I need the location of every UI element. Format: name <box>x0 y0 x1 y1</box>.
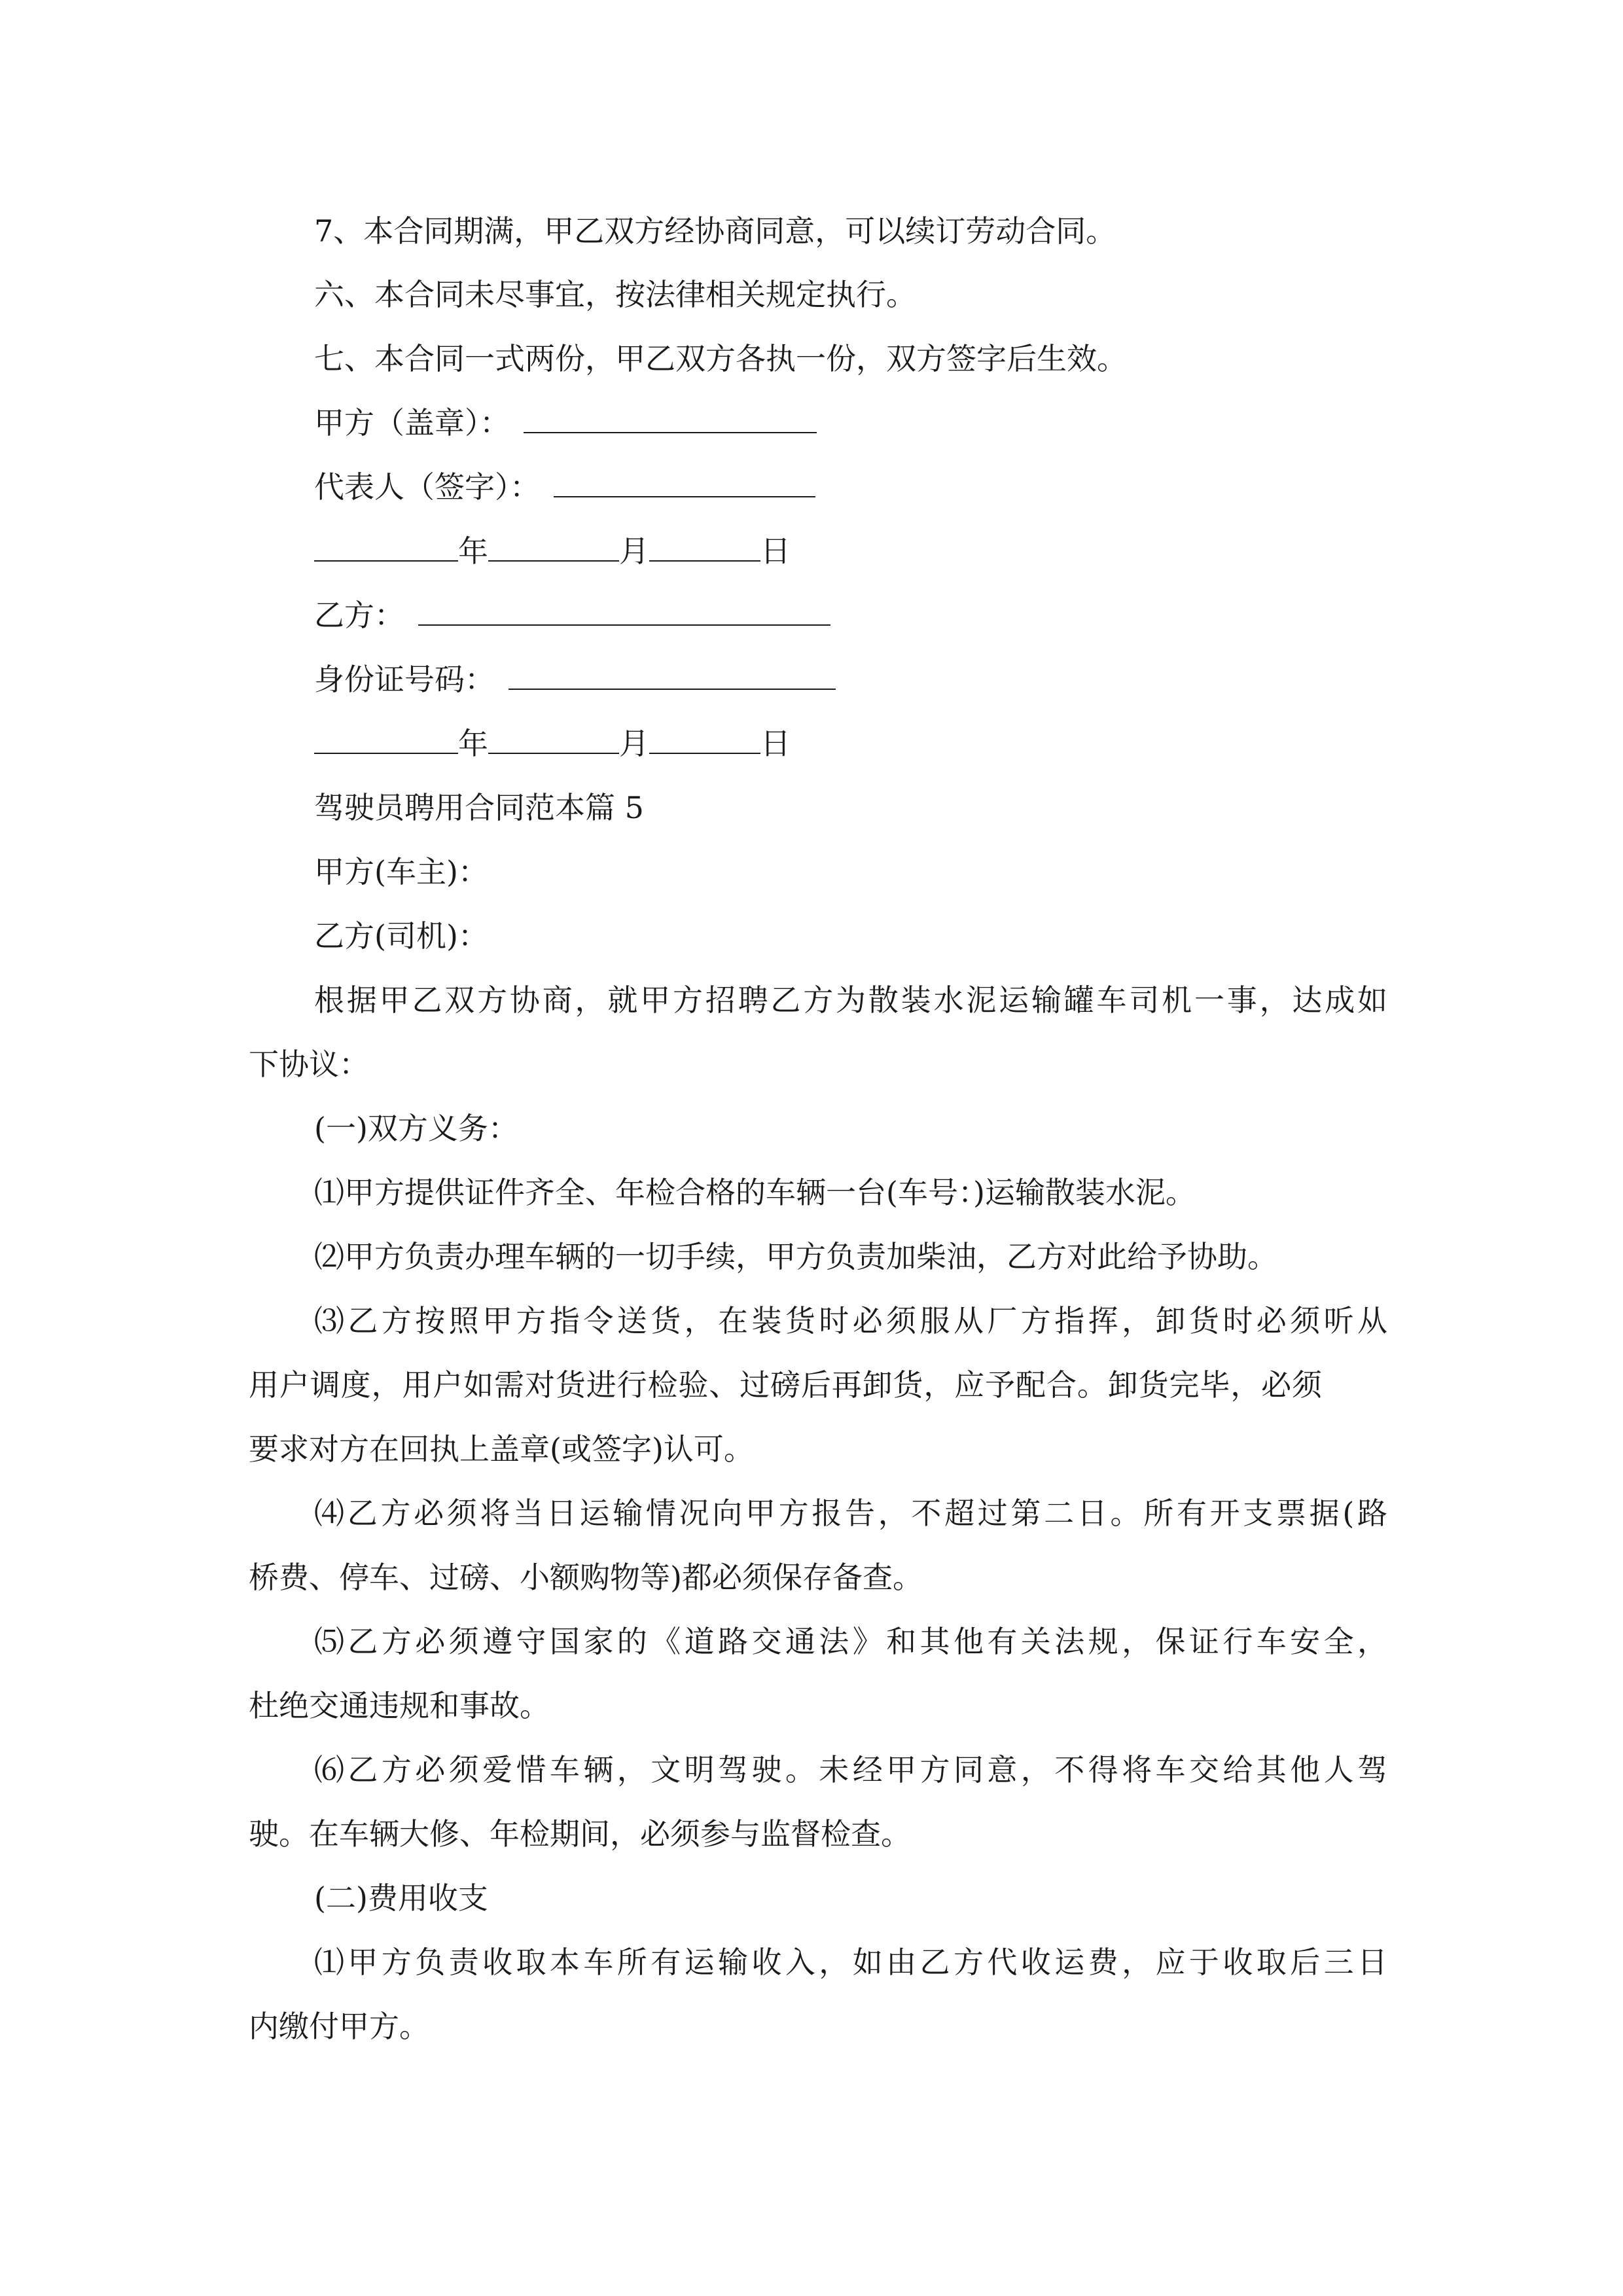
obligation-4-line: ⑷乙方必须将当日运输情况向甲方报告，不超过第二日。所有开支票据(路 <box>314 1496 1387 1531</box>
party-a-seal-line <box>314 403 1387 442</box>
year-field[interactable] <box>314 531 458 562</box>
month-field[interactable] <box>488 724 619 754</box>
day-label: 日 <box>760 726 791 761</box>
obligations-heading: (一)双方义务： <box>314 1111 518 1146</box>
fees-heading: (二)费用收支 <box>314 1880 488 1916</box>
fee-1-line: ⑴甲方负责收取本车所有运输收入，如由乙方代收运费，应于收取后三日 <box>314 1945 1387 1980</box>
clause-7: 7、本合同期满，甲乙双方经协商同意，可以续订劳动合同。 <box>314 213 1116 249</box>
id-number-field[interactable] <box>508 660 836 690</box>
intro-paragraph-line: 根据甲乙双方协商，就甲方招聘乙方为散装水泥运输罐车司机一事，达成如 <box>314 982 1387 1018</box>
intro-paragraph-line: 下协议： <box>249 1047 369 1082</box>
month-field[interactable] <box>488 531 619 562</box>
id-number-label: 身份证号码： <box>314 662 495 697</box>
contract-5-party-a: 甲方(车主)： <box>314 854 488 889</box>
obligation-3-line: ⑶乙方按照甲方指令送货，在装货时必须服从厂方指挥，卸货时必须听从 <box>314 1303 1387 1338</box>
obligation-6-line: ⑹乙方必须爱惜车辆，文明驾驶。未经甲方同意，不得将车交给其他人驾 <box>314 1752 1387 1787</box>
representative-signature-field[interactable] <box>554 467 815 497</box>
day-label: 日 <box>760 533 791 569</box>
id-number-line <box>314 660 1387 699</box>
representative-line <box>314 467 1387 507</box>
obligation-5-line: 杜绝交通违规和事故。 <box>249 1688 550 1723</box>
day-field[interactable] <box>649 531 760 562</box>
date-line-b <box>314 724 1387 763</box>
obligation-3-line: 要求对方在回执上盖章(或签字)认可。 <box>249 1431 754 1467</box>
party-b-field[interactable] <box>418 596 830 626</box>
year-label: 年 <box>458 533 488 569</box>
representative-label: 代表人（签字）： <box>314 469 540 505</box>
year-field[interactable] <box>314 724 458 754</box>
date-line-a <box>314 531 1387 571</box>
obligation-6-line: 驶。在车辆大修、年检期间，必须参与监督检查。 <box>249 1816 911 1852</box>
month-label: 月 <box>619 533 649 569</box>
month-label: 月 <box>619 726 649 761</box>
contract-5-title: 驾驶员聘用合同范本篇 5 <box>314 790 644 825</box>
contract-5-party-b: 乙方(司机)： <box>314 918 488 954</box>
party-a-seal-label: 甲方（盖章）： <box>314 405 510 440</box>
obligation-5-line: ⑸乙方必须遵守国家的《道路交通法》和其他有关法规，保证行车安全， <box>314 1624 1387 1659</box>
fee-1-line: 内缴付甲方。 <box>249 2009 429 2044</box>
obligation-4-line: 桥费、停车、过磅、小额购物等)都必须保存备查。 <box>249 1560 923 1595</box>
party-a-seal-field[interactable] <box>524 403 817 433</box>
obligation-2: ⑵甲方负责办理车辆的一切手续，甲方负责加柴油，乙方对此给予协助。 <box>314 1239 1277 1274</box>
obligation-1: ⑴甲方提供证件齐全、年检合格的车辆一台(车号：)运输散装水泥。 <box>314 1175 1196 1210</box>
day-field[interactable] <box>649 724 760 754</box>
section-6: 六、本合同未尽事宜，按法律相关规定执行。 <box>314 277 916 312</box>
party-b-line <box>314 596 1387 635</box>
section-7: 七、本合同一式两份，甲乙双方各执一份，双方签字后生效。 <box>314 341 1127 376</box>
party-b-label: 乙方： <box>314 598 404 633</box>
year-label: 年 <box>458 726 488 761</box>
obligation-3-line: 用户调度，用户如需对货进行检验、过磅后再卸货，应予配合。卸货完毕，必须 <box>249 1367 1322 1403</box>
